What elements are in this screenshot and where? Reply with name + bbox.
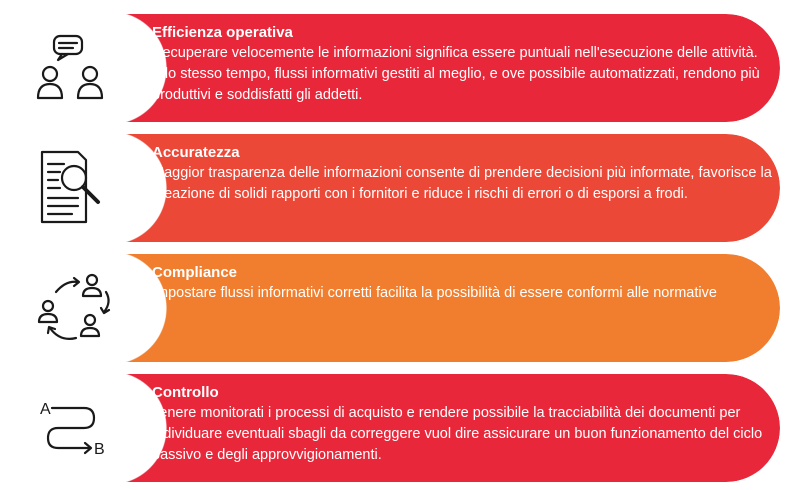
chat-people-icon bbox=[28, 22, 118, 112]
item-title: Compliance bbox=[152, 264, 238, 281]
item-description: Maggior trasparenza delle informazioni consente di prendere decisioni più informate, favorisce la creazione di solidi rapporti con i fornitori e riduce i rischi di errori o di esporsi a frodi. bbox=[152, 165, 772, 202]
item-row-accuratezza bbox=[0, 134, 800, 244]
item-title: Accuratezza bbox=[152, 144, 240, 161]
item-row-efficienza bbox=[0, 14, 800, 124]
item-title: Efficienza operativa bbox=[152, 24, 293, 41]
item-description: Recuperare velocemente le informazioni significa essere puntuali nell'esecuzione delle attività. Allo stesso tempo, flussi informativi gestiti al meglio, e ove possibile automatizzati, rendono più produttivi e soddisfatti gli addetti. bbox=[152, 45, 760, 103]
people-cycle-icon bbox=[28, 262, 118, 352]
item-row-compliance bbox=[0, 254, 800, 364]
icon-letter-a: A bbox=[40, 401, 51, 418]
item-row-controllo bbox=[0, 374, 800, 484]
item-title: Controllo bbox=[152, 384, 219, 401]
item-description: Tenere monitorati i processi di acquisto e rendere possibile la tracciabilità dei documenti per individuare eventuali sbagli da correggere vuol dire assicurare un buon funzionamento del ciclo passivo e degli approvvigionamenti. bbox=[152, 405, 763, 463]
a-to-b-path-icon bbox=[28, 382, 118, 472]
document-search-icon bbox=[28, 142, 118, 232]
icon-letter-b: B bbox=[94, 441, 105, 458]
item-description: Impostare flussi informativi corretti facilita la possibilità di essere conformi alle normative bbox=[152, 285, 717, 301]
